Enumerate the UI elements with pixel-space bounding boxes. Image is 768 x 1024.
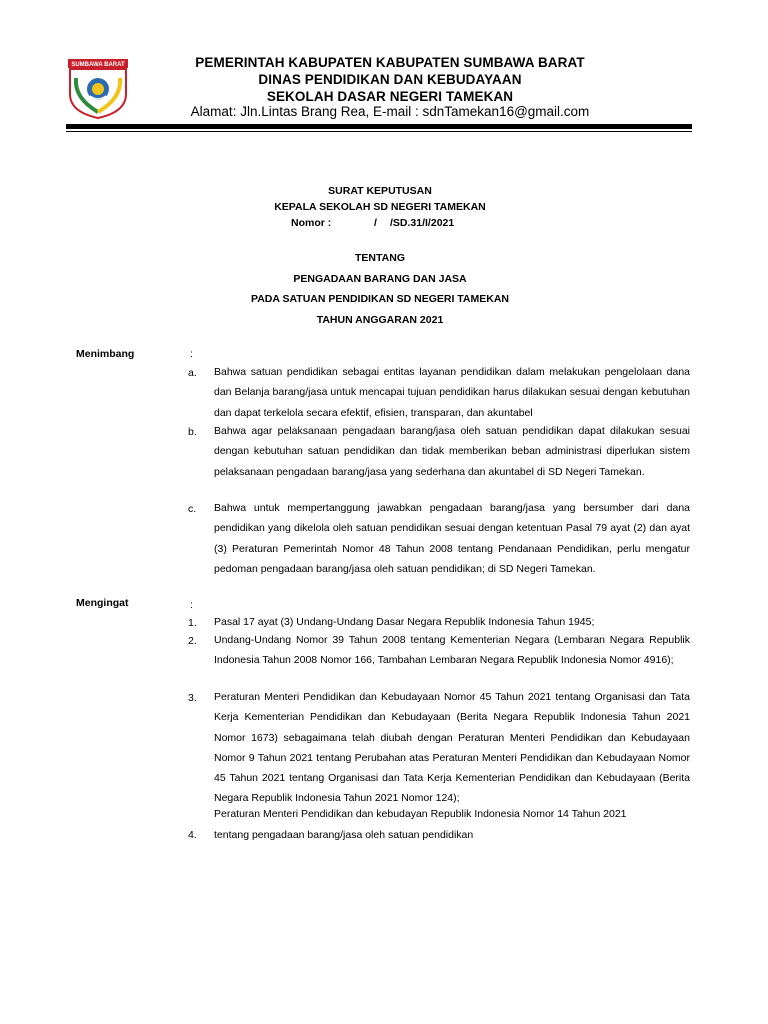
letterhead-address: Alamat: Jln.Lintas Brang Rea, E-mail : sdnTamekan16@gmail.com <box>190 104 590 119</box>
menimbang-item-c: Bahwa untuk mempertanggung jawabkan pengadaan barang/jasa yang bersumber dari dana pendidikan yang dikelola oleh satuan pendidikan sesuai dengan ketentuan Pasal 79 ayat (2) dan ayat (3) Peraturan Pemerintah Nomor 48 Tahun 2008 tentang Pendanaan Pendidikan, perlu mengatur pedoman pengadaan barang/jasa oleh satuan pendidikan; di SD Negeri Tamekan. <box>214 502 690 575</box>
letterhead-line-2: DINAS PENDIDIKAN DAN KEBUDAYAAN <box>258 72 522 87</box>
regency-crest-logo <box>64 56 132 120</box>
menimbang-mark-a: a. <box>188 367 197 379</box>
subject-line-1: PENGADAAN BARANG DAN JASA <box>293 273 467 285</box>
mengingat-item-3: Peraturan Menteri Pendidikan dan Kebudayaan Nomor 45 Tahun 2021 tentang Organisasi dan Tata Kerja Kementerian Pendidikan dan Kebudayaan (Berita Negara Republik Indonesia Tahun 2021 Nomor 1673) sebagaimana telah diubah dengan Peraturan Menteri Pendidikan dan Kebudayaan Nomor 9 Tahun 2021 tentang Perubahan atas Peraturan Menteri Pendidikan dan Kebudayaan Nomor 45 Tahun 2021 tentang Organisasi dan Tata Kerja Kementerian Pendidikan dan Kebudayaan (Berita Negara Republik Indonesia Tahun 2021 Nomor 124); <box>214 691 690 805</box>
menimbang-mark-c: c. <box>188 503 197 515</box>
svg-text:SUMBAWA BARAT: SUMBAWA BARAT <box>71 62 125 69</box>
nomor-code: /SD.31/I/2021 <box>390 217 455 229</box>
subject-line-2: PADA SATUAN PENDIDIKAN SD NEGERI TAMEKAN <box>250 293 510 305</box>
decree-title: SURAT KEPUTUSAN <box>328 185 432 197</box>
decree-issuer: KEPALA SEKOLAH SD NEGERI TAMEKAN <box>274 201 486 213</box>
mengingat-item-4-line-1: Peraturan Menteri Pendidikan dan kebudayan Republik Indonesia Nomor 14 Tahun 2021 <box>214 808 627 820</box>
mengingat-mark-1: 1. <box>188 617 197 629</box>
letterhead-rule-thick <box>66 124 692 129</box>
menimbang-item-b: Bahwa agar pelaksanaan pengadaan barang/jasa oleh satuan pendidikan dapat dilakukan sesuai dengan kebutuhan satuan pendidikan dan tidak memberikan beban administrasi diperlukan sistem pelaksanaan pengadaan barang/jasa yang sederhana dan akuntabel di SD Negeri Tamekan. <box>214 425 690 478</box>
mengingat-item-1: Pasal 17 ayat (3) Undang-Undang Dasar Negara Republik Indonesia Tahun 1945; <box>214 616 595 628</box>
mengingat-label: Mengingat <box>76 597 129 609</box>
mengingat-mark-3: 3. <box>188 692 197 704</box>
letterhead-line-1: PEMERINTAH KABUPATEN KABUPATEN SUMBAWA BARAT <box>195 55 585 70</box>
menimbang-item-a: Bahwa satuan pendidikan sebagai entitas layanan pendidikan dalam melakukan pengelolaan dana dan Belanja barang/jasa untuk mencapai tujuan pendidikan harus dilakukan sesuai dengan kebutuhan dan dapat terkelola secara efektif, efisien, transparan, dan akuntabel <box>214 366 690 419</box>
mengingat-item-2: Undang-Undang Nomor 39 Tahun 2008 tentang Kementerian Negara (Lembaran Negara Republik Indonesia Tahun 2008 Nomor 166, Tambahan Lembaran Negara Republik Indonesia Nomor 4916); <box>214 634 690 667</box>
nomor-slash: / <box>374 217 377 229</box>
mengingat-mark-2: 2. <box>188 635 197 647</box>
mengingat-mark-4: 4. <box>188 829 197 841</box>
tentang-heading: TENTANG <box>355 252 405 264</box>
menimbang-colon: : <box>190 348 193 360</box>
nomor-label: Nomor : <box>291 217 332 229</box>
letterhead-rule-thin <box>66 131 692 132</box>
menimbang-mark-b: b. <box>188 426 197 438</box>
mengingat-item-4-line-2: tentang pengadaan barang/jasa oleh satuan pendidikan <box>214 829 474 841</box>
letterhead-line-3: SEKOLAH DASAR NEGERI TAMEKAN <box>266 89 514 104</box>
mengingat-colon: : <box>190 599 193 611</box>
subject-line-3: TAHUN ANGGARAN 2021 <box>316 314 444 326</box>
menimbang-label: Menimbang <box>76 348 135 360</box>
